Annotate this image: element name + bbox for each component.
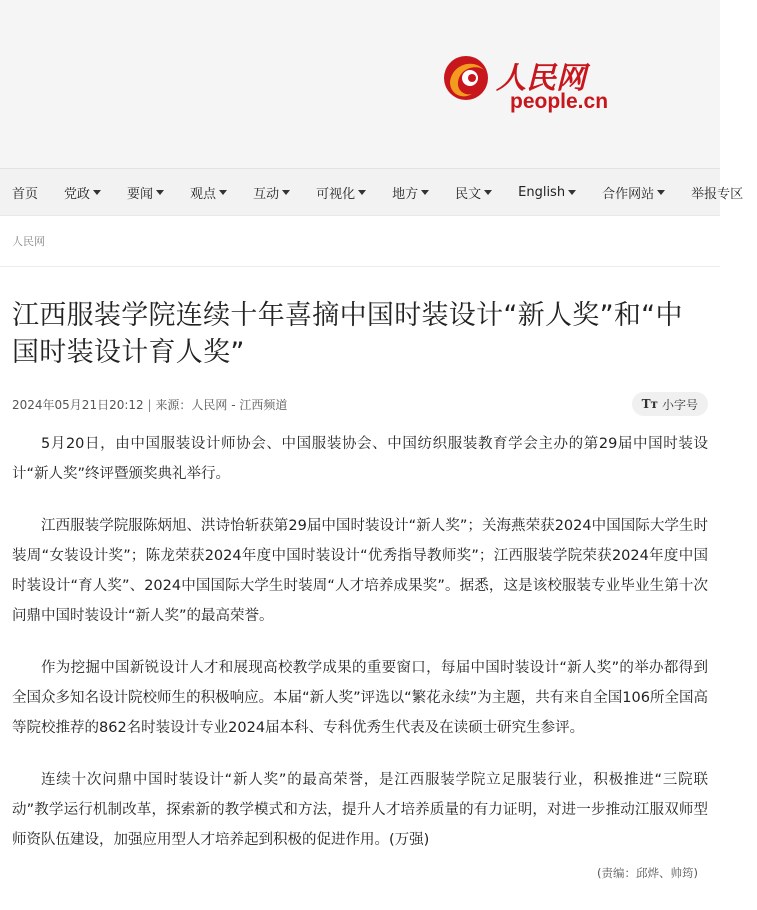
nav-item-label: 民文 xyxy=(455,186,482,202)
nav-item-label: 互动 xyxy=(253,186,280,202)
source-label: 来源： xyxy=(155,397,192,412)
nav-item-label: 首页 xyxy=(12,186,39,202)
article-body xyxy=(12,429,708,855)
nav-item[interactable] xyxy=(506,185,590,200)
main-nav xyxy=(0,169,744,216)
text-size-icon: Tт xyxy=(641,397,658,411)
nav-item-label: 要闻 xyxy=(127,186,154,202)
nav-item-label: 观点 xyxy=(190,186,217,202)
caret-down-icon xyxy=(568,190,576,195)
nav-item[interactable] xyxy=(115,183,178,202)
caret-down-icon xyxy=(484,190,492,195)
caret-down-icon xyxy=(93,190,101,195)
article-paragraph: 连续十次问鼎中国时装设计“新人奖”的最高荣誉，是江西服装学院立足服装行业，积极推进“三院联动”教学运行机制改革，探索新的教学模式和方法，提升人才培养质量的有力证明，对进一步推动江服双师型师资队伍建设，加强应用型人才培养起到积极的促进作用。(万强) xyxy=(12,772,708,848)
font-size-toggle-label: 小字号 xyxy=(661,397,698,412)
nav-item-label: 党政 xyxy=(64,186,91,202)
nav-item[interactable] xyxy=(0,183,52,202)
article-paragraph: 江西服装学院服陈炳旭、洪诗怡斩获第29届中国时装设计“新人奖”；关海燕荣获2024中国国际大学生时装周“女装设计奖”；陈龙荣获2024年度中国时装设计“优秀指导教师奖”；江西服装学院荣获2024年度中国时装设计“育人奖”、2024中国国际大学生时装周“人才培养成果奖”。据悉，这是该校服装专业毕业生第十次问鼎中国时装设计“新人奖”的最高荣誉。 xyxy=(12,518,708,624)
meta-separator: | xyxy=(147,397,152,412)
caret-down-icon xyxy=(657,190,665,195)
source-link[interactable]: 人民网 - 江西频道 xyxy=(191,397,288,412)
breadcrumb[interactable]: 人民网 xyxy=(12,235,45,248)
caret-down-icon xyxy=(358,190,366,195)
nav-item[interactable] xyxy=(679,183,757,202)
nav-item-label: 举报专区 xyxy=(691,186,744,202)
svg-text:人民网: 人民网 xyxy=(496,61,586,96)
nav-item[interactable] xyxy=(380,183,443,202)
font-size-toggle-button[interactable] xyxy=(632,392,708,416)
logo-subtext: people.cn xyxy=(510,90,609,113)
caret-down-icon xyxy=(421,190,429,195)
nav-item[interactable] xyxy=(241,183,304,202)
nav-item[interactable] xyxy=(304,183,380,202)
article-paragraph: 5月20日，由中国服装设计师协会、中国服装协会、中国纺织服装教育学会主办的第29届中国时装设计“新人奖”终评暨颁奖典礼举行。 xyxy=(12,436,708,482)
nav-item[interactable] xyxy=(443,183,506,202)
site-header xyxy=(0,0,720,169)
nav-item[interactable] xyxy=(178,183,241,202)
caret-down-icon xyxy=(282,190,290,195)
nav-item[interactable] xyxy=(590,183,679,202)
nav-item-label: English xyxy=(518,184,566,200)
editor-credit: (责编：邱烨、帅筠) xyxy=(597,866,698,880)
nav-item-label: 可视化 xyxy=(316,186,356,202)
article-paragraph: 作为挖掘中国新锐设计人才和展现高校教学成果的重要窗口，每届中国时装设计“新人奖”的举办都得到全国众多知名设计院校师生的积极响应。本届“新人奖”评选以“繁花永续”为主题，共有来自全国106所全国高等院校推荐的862名时装设计专业2024届本科、专科优秀生代表及在读硕士研究生参评。 xyxy=(12,660,708,736)
publish-datetime: 2024年05月21日20:12 xyxy=(12,397,144,412)
caret-down-icon xyxy=(219,190,227,195)
caret-down-icon xyxy=(156,190,164,195)
nav-item-label: 合作网站 xyxy=(602,186,655,202)
article-meta-row xyxy=(12,391,708,417)
breadcrumb-bar xyxy=(0,216,720,267)
article-meta xyxy=(12,396,287,413)
nav-item[interactable] xyxy=(52,183,115,202)
nav-item-label: 地方 xyxy=(392,186,419,202)
article-title: 江西服装学院连续十年喜摘中国时装设计“新人奖”和“中国时装设计育人奖” xyxy=(12,300,683,368)
